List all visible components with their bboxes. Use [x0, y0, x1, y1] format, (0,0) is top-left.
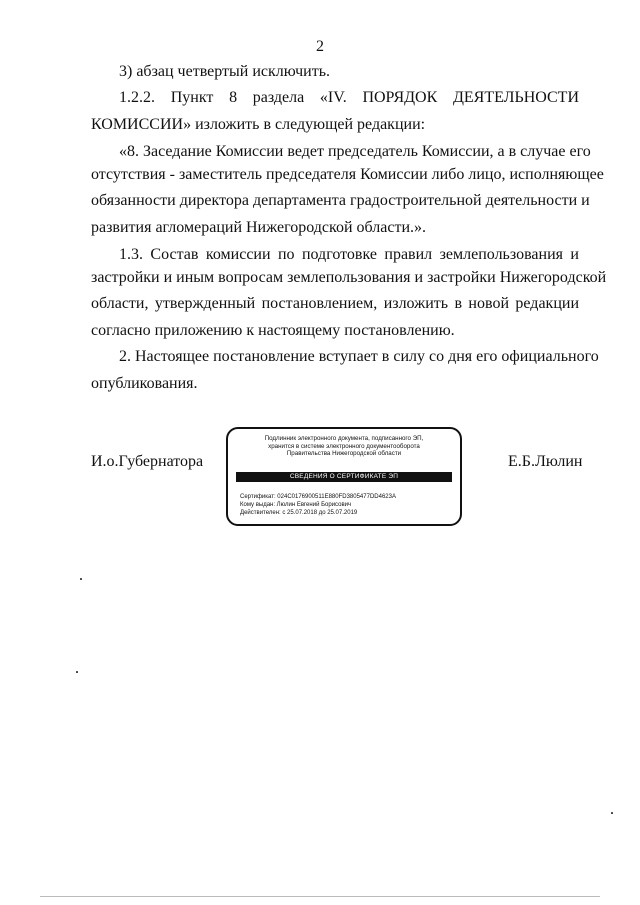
stamp-issued-to: Кому выдан: Люлин Евгений Борисович	[240, 502, 352, 508]
text-line: 2. Настоящее постановление вступает в силу со дня его официального	[119, 348, 599, 365]
page-number: 2	[316, 38, 324, 55]
text-line: КОМИССИИ» изложить в следующей редакции:	[91, 116, 426, 133]
stamp-validity: Действителен: с 25.07.2018 до 25.07.2019	[240, 510, 358, 516]
text-line: отсутствия - заместитель председателя Комиссии либо лицо, исполняющее	[91, 166, 604, 183]
text-line: застройки и иным вопросам землепользования и застройки Нижегородской	[91, 269, 607, 286]
text-line: согласно приложению к настоящему постановлению.	[91, 322, 455, 339]
text-line: обязанности директора департамента градостроительной деятельности и	[91, 192, 590, 209]
text-line: опубликования.	[91, 375, 198, 392]
text-line: 1.2.2. Пункт 8 раздела «IV. ПОРЯДОК ДЕЯТЕЛЬНОСТИ	[119, 89, 579, 106]
stamp-header-line: Правительства Нижегородской области	[286, 450, 402, 457]
text-line: «8. Заседание Комиссии ведет председатель Комиссии, а в случае его	[119, 143, 591, 160]
signature-position: И.о.Губернатора	[91, 453, 204, 470]
text-line: области, утвержденный постановлением, изложить в новой редакции	[91, 295, 579, 312]
text-line: 1.3. Состав комиссии по подготовке правил землепользования и	[119, 246, 579, 263]
scan-divider	[40, 896, 600, 897]
scan-dot	[76, 671, 78, 673]
scan-dot	[611, 812, 613, 814]
scan-dot	[80, 578, 82, 580]
text-line: 3) абзац четвертый исключить.	[119, 63, 331, 80]
stamp-header-line: хранится в системе электронного документооборота	[268, 442, 420, 450]
stamp-header-line: Подлинник электронного документа, подписанного ЭП,	[264, 435, 424, 442]
stamp-banner: СВЕДЕНИЯ О СЕРТИФИКАТЕ ЭП	[236, 472, 452, 482]
stamp-certificate: Сертификат: 024С0176900511E880FD3805477DD4623A	[240, 494, 396, 500]
signature-name: Е.Б.Люлин	[508, 453, 583, 470]
stamp-header	[228, 435, 460, 458]
text-line: развития агломераций Нижегородской области.».	[91, 219, 427, 236]
electronic-signature-stamp	[226, 427, 462, 526]
